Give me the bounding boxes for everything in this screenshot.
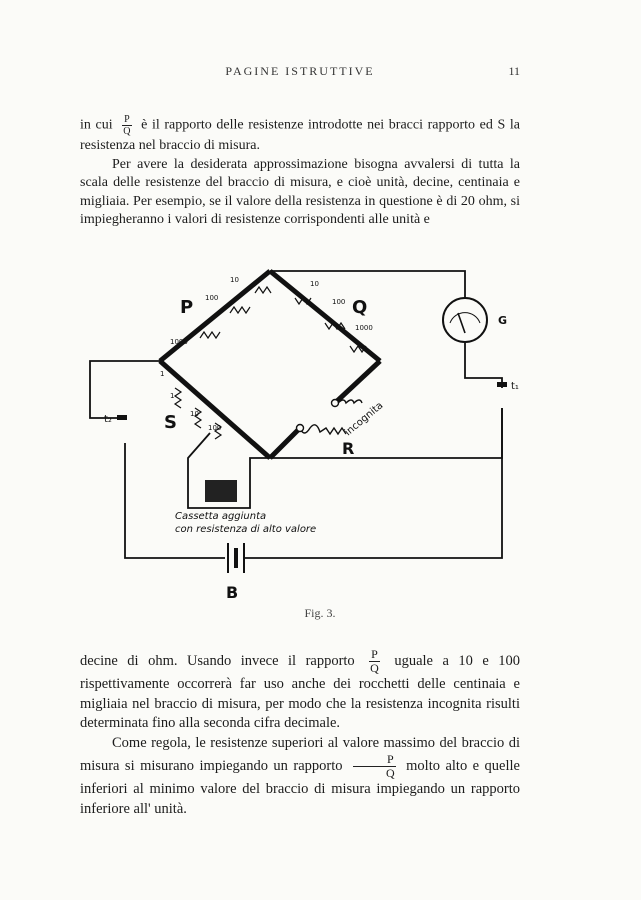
paragraph-4-end: molto alto e quelle inferiori al minimo valore del braccio di misura impiegando un rapporto inferiore all' unità.: [80, 757, 520, 817]
paragraph-1-end: è il rapporto delle resistenze introdotte nei bracci rapporto ed S la resistenza nel braccio di misura.: [80, 117, 521, 153]
paragraph-1-start: in cui: [80, 117, 113, 133]
resistor-coils: [175, 287, 366, 439]
paragraph-2: Per avere la desiderata approssimazione bisogna avvalersi di tutta la scala delle resistenze del braccio di misura, e cioè unità, decine, centinaia e migliaia. Per esempio, se il valore della resistenza in questione è di 20 ohm, si impiegheranno i valori di resistenze corrispondenti alle unità e: [80, 156, 520, 227]
terminal-t1: [497, 382, 507, 387]
circuit-wires: [90, 271, 502, 558]
galvanometer-dial: [443, 298, 487, 342]
resistance-box: [205, 480, 237, 502]
P-value-label: 10: [230, 276, 239, 284]
P-value-label: 100: [205, 294, 219, 302]
paragraph-1: [80, 114, 520, 156]
ratio-fraction: [121, 114, 132, 137]
Q-value-label: 1000: [355, 324, 373, 332]
fraction-numerator: P: [124, 114, 130, 125]
terminal-t2: [117, 415, 127, 420]
label-S: S: [164, 412, 177, 433]
S-value-label: 10: [190, 410, 199, 418]
label-incognita: incognita: [342, 400, 386, 439]
label-R: R: [342, 439, 355, 458]
box-label-line2: con resistenza di alto valore: [175, 524, 317, 535]
figure-caption: Fig. 3.: [304, 606, 336, 620]
label-B: B: [226, 583, 239, 602]
paragraph-4: [80, 734, 520, 820]
label-t1: t₁: [511, 381, 519, 392]
S-value-label: 1: [160, 370, 165, 378]
battery: [228, 543, 244, 573]
label-G: G: [498, 314, 508, 327]
Q-value-label: 10: [310, 280, 319, 288]
S-value-label: 100: [208, 424, 222, 432]
paragraph-3-end: uguale a 10 e 100 rispettivamente occorrerà far uso anche dei rocchetti delle centinaia e migliaia nel braccio di misura, per modo che la resistenza incognita risulti determinata fino alla seconda cifra decimale.: [80, 652, 521, 731]
paragraph-3: [80, 648, 520, 734]
paragraph-4-start: Come regola, le resistenze superiori al valore massimo del braccio di misura si misurano impiegando un rapporto: [80, 734, 520, 774]
Q-value-label: 100: [332, 298, 346, 306]
ratio-fraction: [352, 753, 397, 780]
ratio-fraction: [368, 648, 381, 675]
fraction-denominator: Q: [386, 766, 395, 780]
text-block-bottom: [80, 648, 520, 819]
label-Q: Q: [352, 297, 368, 318]
fraction-numerator: P: [353, 753, 396, 767]
wheatstone-bridge-figure: [70, 258, 560, 608]
S-value-label: 1: [170, 392, 175, 400]
paragraph-3-start: decine di ohm. Usando invece il rapporto: [80, 652, 355, 669]
box-label-line1: Cassetta aggiunta: [175, 511, 267, 522]
label-P: P: [180, 297, 194, 318]
fraction-denominator: Q: [123, 126, 131, 137]
running-head: PAGINE ISTRUTTIVE: [225, 64, 375, 78]
P-value-label: 1000: [170, 338, 188, 346]
page-number: 11: [508, 64, 520, 78]
text-block-top: [80, 114, 520, 230]
galvanometer: [443, 298, 487, 342]
fraction-denominator: Q: [370, 661, 379, 675]
label-t2: t₂: [104, 414, 112, 425]
fraction-numerator: P: [371, 647, 378, 661]
